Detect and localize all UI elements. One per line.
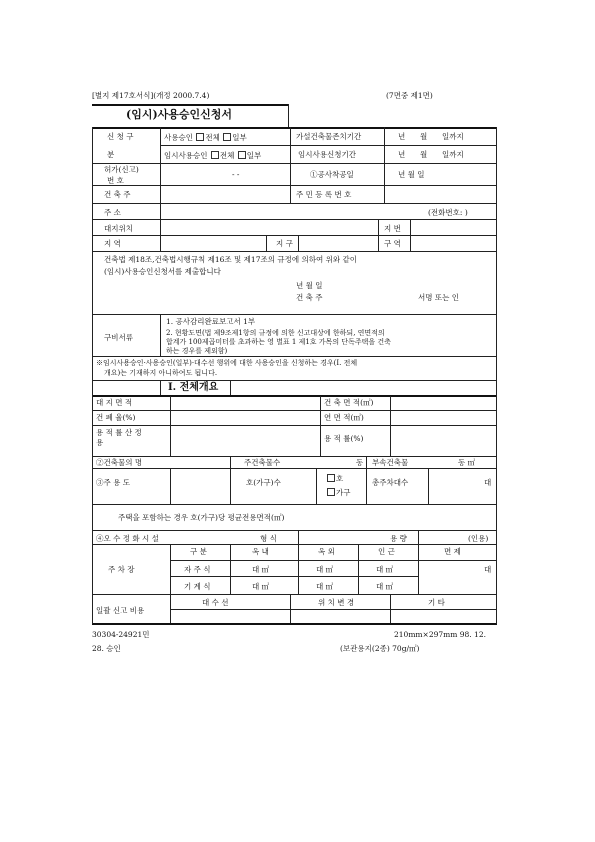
divider <box>92 163 497 164</box>
construction-start-date[interactable]: 년 월 일 <box>398 170 425 179</box>
divider <box>160 145 497 146</box>
divider <box>92 504 497 505</box>
divider <box>92 314 497 315</box>
coverage-label: 건 폐 율(%) <box>96 413 136 422</box>
site-location-label: 대지위치 <box>104 224 133 233</box>
parking-indoor-header: 옥 내 <box>252 547 269 556</box>
declaration-owner-label: 건 축 주 <box>296 293 323 302</box>
divider <box>316 468 317 504</box>
temp-building-period-label: 가설건축물존치기간 <box>296 132 362 141</box>
divider <box>170 544 171 594</box>
divider <box>230 544 231 594</box>
self-outdoor-unit: 대 ㎡ <box>316 565 334 574</box>
declaration-text-1: 건축법 제18조,건축법시행규칙 제16조 및 제17조의 규정에 의하여 위와 같이 <box>104 255 357 264</box>
far-area-label: 용 적 률 산 정 <box>96 428 142 437</box>
sub-building-unit: 동 ㎡ <box>458 458 476 467</box>
sewage-facility-label: ④오 수 정 화 시 설 <box>96 534 159 543</box>
all-checkbox[interactable] <box>196 133 204 141</box>
divider <box>92 594 497 595</box>
divider <box>160 314 161 356</box>
divider <box>170 396 171 456</box>
divider <box>92 185 497 186</box>
relocation-header: 위 치 변 경 <box>318 598 355 607</box>
address-label: 주 소 <box>104 208 121 217</box>
repair-header: 대 수 선 <box>202 598 229 607</box>
note-text-2: 개요)는 기재하지 아니하여도 됩니다. <box>104 369 218 377</box>
table-left-border <box>92 127 93 624</box>
divider <box>92 544 497 545</box>
divider <box>92 425 497 426</box>
part-checkbox[interactable] <box>223 133 231 141</box>
divider <box>298 544 299 594</box>
sewage-type-label: 형 식 <box>260 534 277 543</box>
divider <box>92 219 497 220</box>
divider <box>92 380 497 381</box>
form-title: (임시)사용승인신청서 <box>126 108 233 121</box>
divider <box>92 530 497 531</box>
period-month-2: 월 <box>420 150 428 159</box>
required-document-2a: 2. 현황도면(법 제9조제1항의 규정에 의한 신고대상에 한하되, 연면적의 <box>166 329 385 337</box>
declaration-text-2: (임시)사용승인신청서를 제출합니다 <box>104 267 221 276</box>
applicant-type-label: 신 청 구 <box>107 132 134 141</box>
divider <box>384 163 385 203</box>
parking-exempt-header: 면 제 <box>444 547 461 556</box>
area-label: 구 역 <box>384 239 401 248</box>
required-document-2b: 합계가 100제곱미터를 초과하는 영 별표 1 제1호 가목의 단독주택을 건축 <box>166 338 391 346</box>
applicant-type-label-2: 분 <box>107 150 115 159</box>
table-right-border <box>496 127 497 624</box>
divider <box>92 395 497 397</box>
divider <box>170 576 418 577</box>
divider <box>298 530 299 544</box>
site-area-label: 대 지 면 적 <box>96 398 133 407</box>
divider <box>170 560 497 561</box>
construction-start-label: ①공사착공일 <box>310 170 354 179</box>
sub-building-label: 부속건축물 <box>372 458 409 467</box>
divider <box>298 235 299 251</box>
zone-label: 지 역 <box>104 239 121 248</box>
divider <box>230 456 231 504</box>
average-area-label: 주택을 포함하는 경우 호(가구)당 평균전용면적(㎡) <box>118 513 285 522</box>
self-parking-label: 자 주 식 <box>184 565 211 574</box>
parking-label: 주 차 장 <box>108 565 135 574</box>
divider <box>160 185 161 203</box>
temp-all-checkbox[interactable] <box>211 151 219 159</box>
parking-nearby-header: 인 근 <box>378 547 395 556</box>
divider <box>266 235 267 251</box>
divider <box>418 530 419 544</box>
households-label: 호(가구)수 <box>246 478 281 487</box>
resident-id-label: 주 민 등 록 번 호 <box>296 190 352 199</box>
title-border-right <box>288 104 289 128</box>
divider <box>92 456 497 457</box>
period-year: 년 <box>398 132 406 141</box>
mech-nearby-unit: 대 ㎡ <box>376 582 394 591</box>
note-text-1: ※임시사용승인·사용승인(일부)·대수선 행위에 대한 사용승인을 신청하는 경우(Ⅰ. 전체 <box>96 359 358 367</box>
sewage-capacity-label: 용 량 <box>390 534 407 543</box>
far-area-label-2: 용 <box>96 438 104 447</box>
main-usage-label: ③주 용 도 <box>96 478 131 487</box>
temp-part-checkbox[interactable] <box>238 151 246 159</box>
divider <box>92 235 497 236</box>
divider <box>160 380 161 396</box>
total-parking-label: 총주차대수 <box>372 478 409 487</box>
permit-number-label-2: 번 호 <box>107 176 124 185</box>
parking-outdoor-header: 옥 외 <box>318 547 335 556</box>
divider <box>230 380 231 396</box>
page-number: (7면중 제1면) <box>386 91 433 100</box>
self-exempt-unit: 대 <box>484 565 492 574</box>
divider <box>418 544 419 594</box>
divider <box>92 203 497 204</box>
divider <box>92 468 497 469</box>
period-year-2: 년 <box>398 150 406 159</box>
required-document-2c: 하는 경우를 제외함) <box>166 347 228 355</box>
table-top-border <box>92 127 497 129</box>
divider <box>290 185 291 203</box>
divider <box>160 163 161 185</box>
mech-indoor-unit: 대 ㎡ <box>252 582 270 591</box>
unit-gagu-option: 가구 <box>326 488 351 497</box>
self-nearby-unit: 대 ㎡ <box>376 565 394 574</box>
divider <box>366 456 367 504</box>
period-until-2: 일까지 <box>442 150 464 159</box>
phone-number-label: (전화번호: ) <box>428 208 468 217</box>
district-label: 지 구 <box>276 239 293 248</box>
sewage-person-unit: (인용) <box>468 534 489 543</box>
unit-ho-option: 호 <box>326 474 343 483</box>
mech-outdoor-unit: 대 ㎡ <box>316 582 334 591</box>
lot-number-label: 지 번 <box>384 224 401 233</box>
parking-unit: 대 <box>484 478 492 487</box>
form-code: 30304-24921민 <box>92 630 150 639</box>
self-indoor-unit: 대 ㎡ <box>252 565 270 574</box>
paper-type: (보관용지(2종) 70g/㎡) <box>340 644 420 653</box>
building-area-label: 건 축 면 적(㎡) <box>324 398 374 407</box>
divider <box>92 623 497 625</box>
divider <box>170 609 497 610</box>
ho-checkbox[interactable] <box>327 474 335 482</box>
far-label: 용 적 률(%) <box>324 434 364 443</box>
divider <box>92 251 497 252</box>
approval-code: 28. 승인 <box>92 644 121 653</box>
use-approval-label: 사용승인 전체 일부 <box>164 133 247 142</box>
mechanical-parking-label: 기 계 식 <box>184 582 211 591</box>
divider <box>320 396 321 456</box>
divider <box>92 356 497 357</box>
title-border-top <box>92 104 288 106</box>
building-count-unit: 동 <box>356 458 364 467</box>
period-until: 일까지 <box>442 132 464 141</box>
building-name-label: ②건축물의 명 <box>96 458 143 467</box>
main-building-count-label: 주건축물수 <box>244 458 281 467</box>
parking-division-header: 구 분 <box>190 547 207 556</box>
temp-use-period-label: 임시사용신청기간 <box>298 150 356 159</box>
declaration-date: 년 월 일 <box>296 281 323 290</box>
required-document-1: 1. 공사감리완료보고서 1부 <box>166 317 256 326</box>
divider <box>170 468 171 504</box>
batch-fee-label: 일괄 신고 비용 <box>96 606 145 615</box>
divider <box>390 396 391 456</box>
required-documents-label: 구비서류 <box>104 333 133 342</box>
other-header: 기 타 <box>428 598 445 607</box>
divider <box>92 410 497 411</box>
temp-approval-label: 임시사용승인 전체 일부 <box>164 151 262 160</box>
gagu-checkbox[interactable] <box>327 488 335 496</box>
divider <box>290 163 291 185</box>
period-month: 월 <box>420 132 428 141</box>
divider <box>428 468 429 504</box>
permit-number-value[interactable]: - - <box>232 170 240 179</box>
divider <box>160 203 161 219</box>
signature-label: 서명 또는 인 <box>418 293 459 302</box>
owner-label: 건 축 주 <box>104 190 131 199</box>
divider <box>358 544 359 594</box>
form-reference: [별지 제17호서식](개정 2000.7.4) <box>92 91 210 100</box>
floor-area-label: 연 면 적(㎡) <box>324 413 364 422</box>
permit-number-label: 허가(신고) <box>104 165 139 174</box>
paper-size: 210mm×297mm 98. 12. <box>394 630 486 639</box>
section-1-title: Ⅰ. 전체개요 <box>168 382 219 393</box>
